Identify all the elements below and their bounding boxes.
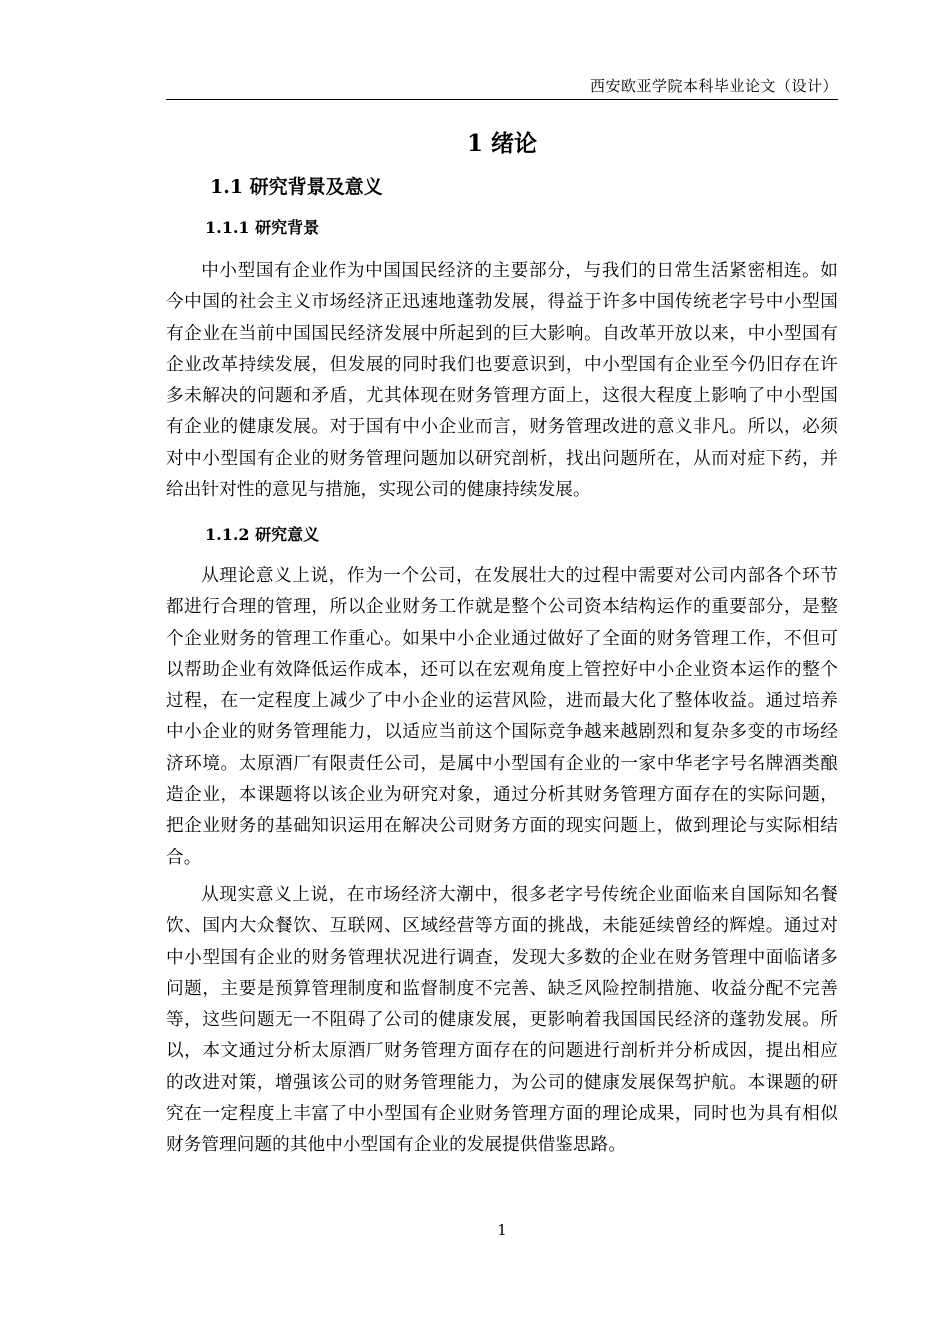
header-rule	[166, 99, 838, 100]
paragraph-theoretical-significance: 从理论意义上说，作为一个公司，在发展壮大的过程中需要对公司内部各个环节都进行合理的管理，所以企业财务工作就是整个公司资本结构运作的重要部分，是整个企业财务的管理工作重心。如果中小企业通过做好了全面的财务管理工作，不但可以帮助企业有效降低运作成本，还可以在宏观角度上管控好中小企业资本运作的整个过程，在一定程度上减少了中小企业的运营风险，进而最大化了整体收益。通过培养中小企业的财务管理能力，以适应当前这个国际竞争越来越剧烈和复杂多变的市场经济环境。太原酒厂有限责任公司，是属中小型国有企业的一家中华老字号名牌酒类酿造企业，本课题将以该企业为研究对象，通过分析其财务管理方面存在的实际问题，把企业财务的基础知识运用在解决公司财务方面的现实问题上，做到理论与实际相结合。	[166, 566, 838, 868]
chapter-title: 1 绪论	[466, 130, 537, 157]
paragraph-practical-significance: 从现实意义上说，在市场经济大潮中，很多老字号传统企业面临来自国际知名餐饮、国内大众餐饮、互联网、区域经营等方面的挑战，未能延续曾经的辉煌。通过对中小型国有企业的财务管理状况进行调查，发现大多数的企业在财务管理中面临诸多问题，主要是预算管理制度和监督制度不完善、缺乏风险控制措施、收益分配不完善等，这些问题无一不阻碍了公司的健康发展，更影响着我国国民经济的蓬勃发展。所以，本文通过分析太原酒厂财务管理方面存在的问题进行剖析并分析成因，提出相应的改进对策，增强该公司的财务管理能力，为公司的健康发展保驾护航。本课题的研究在一定程度上丰富了中小型国有企业财务管理方面的理论成果，同时也为具有相似财务管理问题的其他中小型国有企业的发展提供借鉴思路。	[166, 885, 838, 1156]
subsection-title-significance: 1.1.2 研究意义	[205, 525, 320, 544]
paragraph-background: 中小型国有企业作为中国国民经济的主要部分，与我们的日常生活紧密相连。如今中国的社会主义市场经济正迅速地蓬勃发展，得益于许多中国传统老字号中小型国有企业在当前中国国民经济发展中所起到的巨大影响。自改革开放以来，中小型国有企业改革持续发展，但发展的同时我们也要意识到，中小型国有企业至今仍旧存在许多未解决的问题和矛盾，尤其体现在财务管理方面上，这很大程度上影响了中小型国有企业的健康发展。对于国有中小企业而言，财务管理改进的意义非凡。所以，必须对中小型国有企业的财务管理问题加以研究剖析，找出问题所在，从而对症下药，并给出针对性的意见与措施，实现公司的健康持续发展。	[166, 261, 838, 501]
subsection-title-background: 1.1.1 研究背景	[205, 218, 320, 237]
section-title: 1.1 研究背景及意义	[210, 176, 383, 198]
page-number: 1	[497, 1221, 507, 1239]
running-header: 西安欧亚学院本科毕业论文（设计）	[589, 77, 838, 95]
